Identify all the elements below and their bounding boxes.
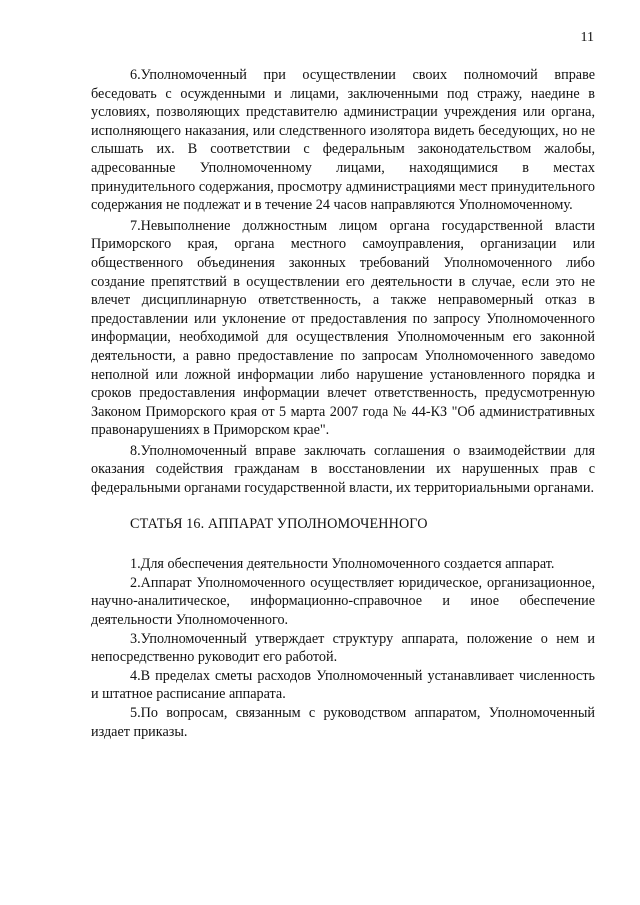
document-body — [91, 66, 595, 741]
paragraph-15-6: 6.Уполномоченный при осуществлении своих полномочий вправе беседовать с осужденными и лицами, заключенными под стражу, наедине в условиях, позволяющих представителю администрации учреждения или органа, исполняющего наказания, или следственного изолятора видеть беседующих, но не слышать их. В соответствии с федеральным законодательством жалобы, адресованные Уполномоченному лицами, находящимися в местах принудительного содержания, просмотру администрациями мест принудительного содержания не подлежат и в течение 24 часов направляются Уполномоченному. — [91, 67, 595, 214]
page-number: 11 — [580, 30, 594, 45]
paragraph-16-5: 5.По вопросам, связанным с руководством аппаратом, Уполномоченный издает приказы. — [91, 705, 595, 740]
paragraph-15-7: 7.Невыполнение должностным лицом органа государственной власти Приморского края, органа местного самоуправления, организации или общественного объединения законных требований Уполномоченного либо создание препятствий в осуществлении его деятельности в случае, если это не влечет дисциплинарную ответственность, а также неправомерный отказ в предоставлении или уклонение от предоставления по запросу Уполномоченного информации, необходимой для осуществления Уполномоченным его законной деятельности, а равно предоставление по запросам Уполномоченного заведомо неполной или ложной информации либо нарушение установленного порядка и сроков предоставления информации влечет ответственность, предусмотренную Законом Приморского края от 5 марта 2007 года № 44-КЗ "Об административных правонарушениях в Приморском крае". — [91, 217, 595, 439]
paragraph-16-4: 4.В пределах сметы расходов Уполномоченный устанавливает численность и штатное расписание аппарата. — [91, 667, 595, 703]
paragraph-16-2: 2.Аппарат Уполномоченного осуществляет юридическое, организационное, научно-аналитическое, информационно-справочное и иное обеспечение деятельности Уполномоченного. — [91, 574, 595, 629]
paragraph-16-1: 1.Для обеспечения деятельности Уполномоченного создается аппарат. — [130, 556, 555, 573]
paragraph-15-8: 8.Уполномоченный вправе заключать соглашения о взаимодействии для оказания содействия гражданам в восстановлении их нарушенных прав с федеральными органами государственной власти, их территориальными органами. — [91, 442, 595, 497]
article-16-heading: СТАТЬЯ 16. АППАРАТ УПОЛНОМОЧЕННОГО — [130, 515, 428, 532]
paragraph-16-3: 3.Уполномоченный утверждает структуру аппарата, положение о нем и непосредственно руководит его работой. — [91, 630, 595, 666]
